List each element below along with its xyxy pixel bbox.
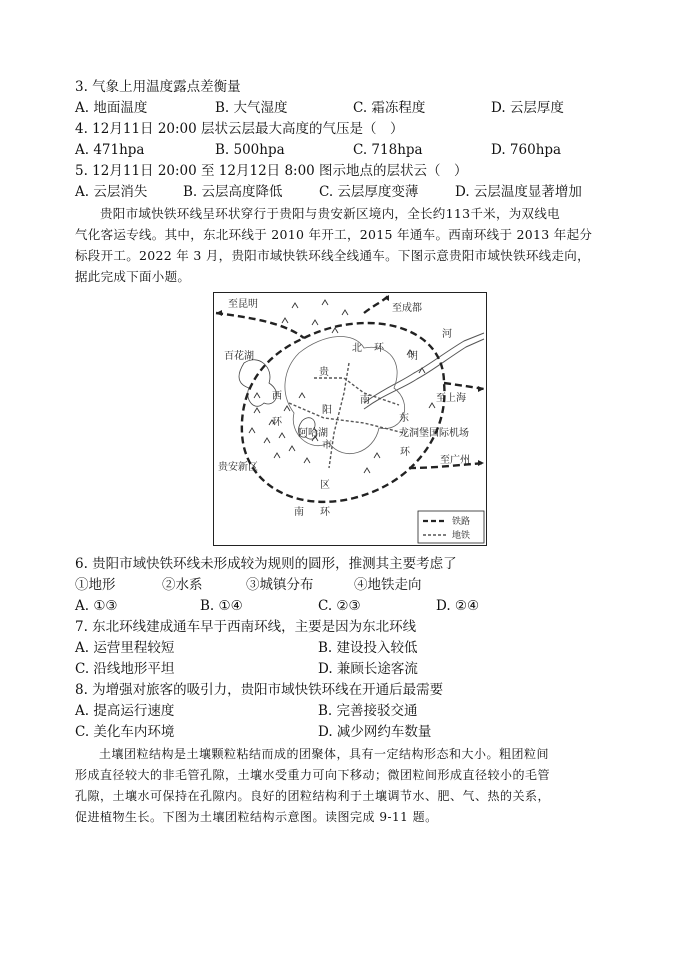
arrow-guangzhou: [478, 460, 484, 466]
passage-soil-line-2: 形成直径较大的非毛管孔隙，土壤水受重力可向下移动；微团粒间形成直径较小的毛管: [75, 768, 551, 782]
q6-option-a: A. ①③: [75, 598, 118, 614]
passage-soil: [75, 744, 615, 828]
label-ring-3: 环: [400, 447, 410, 458]
metro-line-2: [329, 363, 349, 468]
label-to-shanghai: 至上海: [436, 393, 466, 404]
q5-option-d: D. 云层温度显著增加: [455, 184, 582, 200]
legend-metro-label: 地铁: [452, 531, 471, 541]
label-ring-2: 环: [272, 417, 282, 428]
label-yang: 阳: [322, 405, 332, 416]
q6-option-d: D. ②④: [436, 598, 480, 614]
q7-option-c: C. 沿线地形平坦: [75, 661, 175, 677]
passage-railway-line-1: 贵阳市域快铁环线呈环状穿行于贵阳与贵安新区境内，全长约113千米，为双线电: [100, 206, 560, 221]
q5-stem: 5. 12月11日 20:00 至 12月12日 8:00 图示地点的层状云（ ）: [75, 163, 468, 179]
label-shi: 市: [322, 440, 332, 451]
label-baihua-lake: 百花湖: [224, 351, 254, 362]
q6-stem: 6. 贵阳市域快铁环线未形成较为规则的圆形，推测其主要考虑了: [75, 556, 457, 572]
label-ring-1: 环: [374, 343, 384, 354]
q7-stem: 7. 东北环线建成通车早于西南环线，主要是因为东北环线: [75, 619, 417, 635]
q7-option-d: D. 兼顾长途客流: [318, 661, 418, 677]
label-west: 西: [272, 391, 282, 402]
arrow-shanghai: [478, 386, 484, 392]
label-river: 河: [442, 329, 452, 340]
label-ring-4: 环: [320, 507, 330, 518]
label-airport: 龙洞堡国际机场: [399, 428, 469, 439]
q8-option-a: A. 提高运行速度: [75, 703, 175, 719]
map-svg: [214, 293, 486, 545]
q7-option-b: B. 建设投入较低: [318, 640, 418, 656]
passage-soil-line-4: 促进植物生长。下图为土壤团粒结构示意图。读图完成 9-11 题。: [75, 810, 438, 824]
metro-line-1: [314, 378, 399, 405]
q6-item-2: ②水系: [162, 577, 203, 593]
label-east: 东: [399, 413, 409, 424]
railway-to-kunming: [216, 313, 304, 338]
q3-stem: 3. 气象上用温度露点差衡量: [75, 79, 241, 95]
q6-item-4: ④地铁走向: [354, 577, 422, 593]
label-ming: 明: [408, 351, 418, 362]
passage-railway: [75, 203, 615, 287]
label-north: 北: [352, 343, 362, 354]
q4-option-a: A. 471hpa: [75, 142, 145, 158]
passage-soil-line-3: 孔隙，土壤水可保持在孔隙内。良好的团粒结构利于土壤调节水、肥、气、热的关系，: [75, 789, 551, 803]
q8-option-b: B. 完善接驳交通: [318, 703, 418, 719]
q8-stem: 8. 为增强对旅客的吸引力，贵阳市域快铁环线在开通后最需要: [75, 682, 444, 698]
q8-option-c: C. 美化车内环境: [75, 724, 175, 740]
label-aha-lake: 阿哈湖: [298, 428, 328, 439]
q3-option-c: C. 霜冻程度: [353, 100, 426, 116]
q4-option-d: D. 760hpa: [491, 142, 562, 158]
passage-railway-line-4: 据此完成下面小题。: [75, 269, 191, 284]
q3-option-a: A. 地面温度: [75, 100, 148, 116]
q6-option-c: C. ②③: [318, 598, 361, 614]
q5-option-a: A. 云层消失: [75, 184, 148, 200]
legend-rail-label: 铁路: [452, 517, 471, 527]
q3-option-b: B. 大气湿度: [215, 100, 288, 116]
label-to-chengdu: 至成都: [392, 303, 422, 314]
q6-option-b: B. ①④: [200, 598, 243, 614]
label-qu: 区: [320, 480, 330, 491]
q3-option-d: D. 云层厚度: [491, 100, 564, 116]
label-guian: 贵安新区: [218, 462, 258, 473]
q8-option-d: D. 减少网约车数量: [318, 724, 432, 740]
passage-railway-line-3: 标段开工。2022 年 3 月，贵阳市域快铁环线全线通车。下图示意贵阳市域快铁环线走向，: [75, 248, 590, 263]
q6-item-1: ①地形: [75, 577, 116, 593]
label-south-1: 南: [360, 395, 370, 406]
q5-option-b: B. 云层高度降低: [183, 184, 283, 200]
q7-option-a: A. 运营里程较短: [75, 640, 175, 656]
q4-option-b: B. 500hpa: [215, 142, 285, 158]
q4-stem: 4. 12月11日 20:00 层状云层最大高度的气压是（ ）: [75, 121, 404, 137]
guiyang-railway-map: [213, 292, 487, 546]
label-south-2: 南: [294, 507, 304, 518]
passage-soil-line-1: 土壤团粒结构是土壤颗粒粘结而成的团聚体，具有一定结构形态和大小。粗团粒间: [99, 747, 550, 761]
q4-option-c: C. 718hpa: [353, 142, 423, 158]
legend-box: [418, 511, 484, 543]
railway-ring: [242, 323, 445, 502]
label-to-kunming: 至昆明: [228, 299, 258, 310]
label-gui: 贵: [319, 367, 329, 378]
passage-railway-line-2: 气化客运专线。其中，东北环线于 2010 年开工，2015 年通车。西南环线于 2013 年起分: [75, 227, 593, 242]
q5-option-c: C. 云层厚度变薄: [319, 184, 419, 200]
arrow-kunming: [216, 310, 222, 316]
label-to-guangzhou: 至广州: [440, 455, 470, 466]
q6-item-3: ③城镇分布: [246, 577, 314, 593]
